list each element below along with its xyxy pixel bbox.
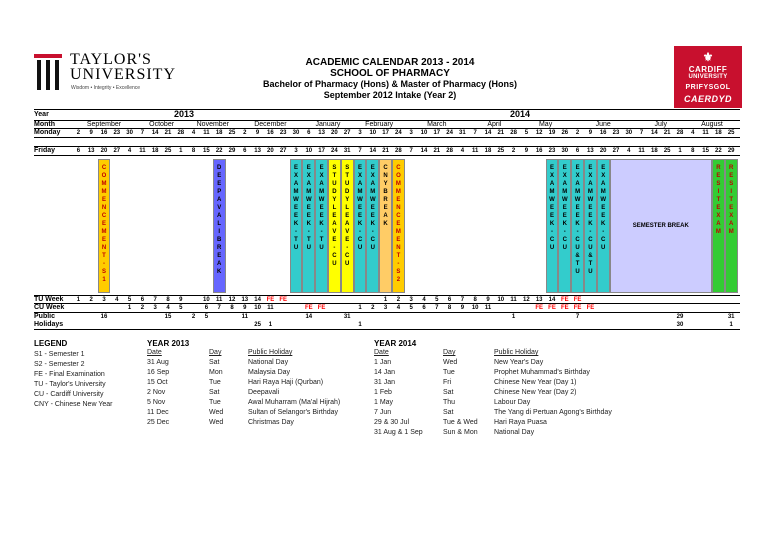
- friday-date-cell: 3: [294, 148, 298, 154]
- monday-date-cell: 30: [292, 130, 300, 136]
- friday-date-cell: 23: [548, 148, 556, 154]
- monday-date-cell: 2: [76, 130, 81, 136]
- friday-date-cell: 28: [446, 148, 453, 154]
- event-column-study-leave-cu: S T U D Y L E A V E - C U: [341, 159, 354, 293]
- cardiff-logo-line1: CARDIFF: [688, 65, 728, 74]
- y2013-day-header: Day: [209, 349, 222, 356]
- month-header-july: July: [654, 121, 667, 128]
- y2014-holiday-date: 31 Aug & 1 Sep: [374, 429, 423, 436]
- y2014-holiday-day: Tue & Wed: [443, 419, 478, 426]
- cu-week-cell: 7: [435, 305, 439, 311]
- monday-date-cell: 24: [395, 130, 402, 136]
- friday-date-cell: 4: [460, 148, 465, 154]
- monday-date-cell: 14: [484, 130, 492, 136]
- tu-week-cell: FE: [573, 297, 582, 303]
- event-column-semester-break: SEMESTER BREAK: [610, 159, 712, 293]
- intake-name: September 2012 Intake (Year 2): [323, 90, 457, 100]
- cu-week-cell: 7: [217, 305, 221, 311]
- monday-date-cell: 23: [279, 130, 287, 136]
- tu-week-cell: 7: [153, 297, 157, 303]
- year-2013-label: 2013: [174, 109, 195, 119]
- calendar-title: ACADEMIC CALENDAR 2013 - 2014: [305, 57, 475, 68]
- monday-date-cell: 18: [215, 130, 223, 136]
- friday-date-cell: 6: [575, 148, 580, 154]
- friday-date-cell: 9: [524, 148, 529, 154]
- tu-week-cell: 9: [486, 297, 490, 303]
- public-holiday-cell: 5: [204, 314, 209, 320]
- tu-week-cell: 12: [523, 297, 530, 303]
- public-holiday-cell: 15: [164, 314, 172, 320]
- y2013-holiday-header: Public Holiday: [248, 349, 293, 356]
- monday-date-cell: 16: [599, 130, 607, 136]
- public-holiday-cell: 11: [241, 314, 248, 320]
- tu-week-cell: 7: [460, 297, 465, 303]
- cu-week-cell: 6: [422, 305, 426, 311]
- y2013-holiday-holiday: Hari Raya Haji (Qurban): [248, 379, 324, 386]
- tu-week-cell: 2: [396, 297, 401, 303]
- friday-date-cell: 27: [612, 148, 620, 154]
- y2013-holiday-date: 16 Sep: [147, 369, 170, 376]
- y2014-holiday-date: 1 May: [374, 399, 394, 406]
- friday-date-cell: 6: [243, 148, 247, 154]
- monday-date-cell: 3: [409, 130, 413, 136]
- legend-item: FE - Final Examination: [34, 371, 105, 378]
- monday-date-cell: 21: [497, 130, 505, 136]
- taylors-crest-icon: [34, 54, 62, 90]
- friday-date-cell: 15: [702, 148, 709, 154]
- cu-week-cell: 10: [254, 305, 261, 311]
- y2013-holiday-holiday: Sultan of Selangor's Birthday: [248, 409, 339, 416]
- month-header-february: February: [365, 121, 394, 128]
- public-holiday-cell: 1: [358, 322, 362, 328]
- tu-week-cell: 14: [254, 297, 261, 303]
- y2014-holiday-day: Sat: [443, 389, 454, 396]
- friday-date-cell: 4: [627, 148, 631, 154]
- tu-week-cell: 5: [435, 297, 439, 303]
- public-holiday-cell: 16: [100, 314, 108, 320]
- y2013-date-header: Date: [147, 349, 162, 356]
- public-holiday-cell: 25: [254, 322, 261, 328]
- friday-date-cell: 30: [561, 148, 569, 154]
- cu-week-cell: 1: [127, 305, 132, 311]
- cu-week-cell: 4: [396, 305, 401, 311]
- monday-date-cell: 9: [255, 130, 260, 136]
- friday-date-cell: 14: [369, 148, 377, 154]
- y2014-holiday-day: Fri: [443, 379, 452, 386]
- monday-date-cell: 24: [446, 130, 453, 136]
- y2014-holiday-date: 1 Jan: [374, 359, 392, 366]
- friday-date-cell: 18: [651, 148, 658, 154]
- public-holiday-cell: 7: [575, 314, 580, 320]
- cu-week-cell: 9: [243, 305, 247, 311]
- cu-week-cell: FE: [317, 305, 326, 311]
- monday-date-cell: 13: [318, 130, 325, 136]
- friday-date-cell: 13: [254, 148, 261, 154]
- y2014-holiday-day: Sun & Mon: [443, 429, 478, 436]
- monday-date-cell: 28: [510, 130, 517, 136]
- y2014-holiday-holiday: Labour Day: [494, 399, 531, 406]
- y2013-holiday-holiday: Deepavali: [248, 389, 280, 396]
- event-column-deepavali-break: D E E P A V A L I B R E A K: [213, 159, 226, 293]
- monday-date-cell: 6: [307, 130, 311, 136]
- tu-week-cell: 8: [166, 297, 170, 303]
- friday-date-cell: 1: [678, 148, 682, 154]
- tu-week-cell: 6: [447, 297, 452, 303]
- public-holiday-cell: 1: [729, 322, 733, 328]
- tu-week-cell: 3: [409, 297, 413, 303]
- monday-date-cell: 11: [203, 130, 210, 136]
- y2014-holiday-date: 14 Jan: [374, 369, 396, 376]
- legend-item: TU - Taylor's University: [34, 381, 106, 388]
- y2014-holiday-holiday: Chinese New Year (Day 1): [494, 379, 577, 386]
- cu-week-cell: 5: [409, 305, 413, 311]
- event-column-exam-week-tu: E X A M W E E K - T U: [315, 159, 328, 293]
- monday-date-cell: 16: [100, 130, 108, 136]
- y2014-holiday-day: Sat: [443, 409, 454, 416]
- friday-date-cell: 20: [599, 148, 607, 154]
- tu-week-cell: FE: [266, 297, 275, 303]
- cu-week-cell: 3: [153, 305, 157, 311]
- row-label-public: Public: [34, 313, 56, 320]
- friday-date-cell: 24: [331, 148, 338, 154]
- friday-date-cell: 11: [638, 148, 645, 154]
- public-holiday-cell: 1: [511, 314, 516, 320]
- friday-date-cell: 25: [663, 148, 671, 154]
- friday-date-cell: 18: [151, 148, 159, 154]
- tu-week-cell: 1: [383, 297, 388, 303]
- cu-week-cell: 5: [179, 305, 183, 311]
- monday-date-cell: 10: [369, 130, 377, 136]
- tu-week-cell: 2: [89, 297, 93, 303]
- monday-date-cell: 25: [228, 130, 236, 136]
- monday-date-cell: 27: [343, 130, 351, 136]
- friday-date-cell: 8: [691, 148, 695, 154]
- cardiff-logo-line3: PRIFYSGOL: [685, 84, 731, 91]
- public-holiday-cell: 2: [191, 314, 196, 320]
- y2014-holiday-date: 31 Jan: [374, 379, 396, 386]
- y2013-holiday-day: Mon: [209, 369, 223, 376]
- monday-date-cell: 30: [625, 130, 633, 136]
- cu-week-cell: FE: [573, 305, 582, 311]
- monday-date-cell: 18: [715, 130, 722, 136]
- friday-date-cell: 11: [472, 148, 479, 154]
- legend-item: CU - Cardiff University: [34, 391, 104, 398]
- year-2013-heading: YEAR 2013: [147, 339, 190, 348]
- year-2014-heading: YEAR 2014: [374, 339, 417, 348]
- friday-date-cell: 29: [727, 148, 735, 154]
- friday-date-cell: 8: [191, 148, 196, 154]
- event-column-exam-week-cu-2: E X A M W E E K - C U: [597, 159, 610, 293]
- monday-date-cell: 20: [331, 130, 338, 136]
- legend-heading: LEGEND: [34, 339, 68, 348]
- monday-date-cell: 28: [177, 130, 185, 136]
- month-header-september: September: [86, 121, 122, 128]
- tu-week-cell: 5: [127, 297, 132, 303]
- cu-week-cell: 11: [267, 305, 274, 311]
- month-header-june: June: [595, 121, 611, 128]
- y2013-holiday-day: Tue: [209, 399, 221, 406]
- row-label-monday: Monday: [34, 129, 61, 136]
- monday-date-cell: 10: [420, 130, 428, 136]
- friday-date-cell: 31: [343, 148, 351, 154]
- cu-week-cell: 3: [383, 305, 388, 311]
- event-column-resit-exam: R E S I T E X A M: [712, 159, 725, 293]
- y2013-holiday-day: Sat: [209, 389, 220, 396]
- monday-date-cell: 7: [639, 130, 644, 136]
- y2013-holiday-holiday: Malaysia Day: [248, 369, 291, 376]
- taylors-wordmark-line2: UNIVERSITY: [70, 66, 176, 83]
- legend-item: CNY - Chinese New Year: [34, 401, 113, 408]
- taylors-tagline: Wisdom • Integrity • Excellence: [71, 85, 141, 91]
- y2013-holiday-holiday: Awal Muharram (Ma'al Hijrah): [248, 399, 341, 406]
- event-column-exam-week-tu: E X A M W E E K - T U: [290, 159, 303, 293]
- row-label-holidays: Holidays: [34, 321, 64, 328]
- cu-week-cell: FE: [535, 305, 544, 311]
- friday-date-cell: 28: [395, 148, 402, 154]
- tu-week-cell: 6: [140, 297, 145, 303]
- event-column-study-leave-cu: S T U D Y L E A V E - C U: [328, 159, 341, 293]
- friday-date-cell: 18: [484, 148, 492, 154]
- monday-date-cell: 11: [702, 130, 709, 136]
- month-header-april: April: [487, 121, 502, 128]
- year-2014-label: 2014: [510, 109, 531, 119]
- friday-date-cell: 14: [420, 148, 428, 154]
- monday-date-cell: 7: [473, 130, 477, 136]
- y2014-holiday-day: Thu: [443, 399, 456, 406]
- monday-date-cell: 28: [676, 130, 684, 136]
- month-header-may: May: [538, 121, 553, 128]
- y2014-holiday-date: 1 Feb: [374, 389, 392, 396]
- academic-calendar-grid: [34, 109, 740, 331]
- taylors-wordmark-line1: TAYLOR'S: [70, 51, 152, 68]
- friday-date-cell: 29: [228, 148, 236, 154]
- event-column-exam-week-cu-tu: E X A M W E E K - C U & T U: [571, 159, 584, 293]
- tu-week-cell: FE: [279, 297, 288, 303]
- y2013-holiday-date: 25 Dec: [147, 419, 170, 426]
- cu-week-cell: FE: [560, 305, 569, 311]
- monday-date-cell: 25: [727, 130, 735, 136]
- y2014-day-header: Day: [443, 349, 456, 356]
- monday-date-cell: 2: [243, 130, 247, 136]
- month-header-march: March: [427, 121, 447, 128]
- event-column-commencement-s2: C O M M E N C E M E N T - S 2: [392, 159, 405, 293]
- friday-date-cell: 27: [279, 148, 287, 154]
- y2013-holiday-date: 31 Aug: [147, 359, 169, 366]
- cu-week-cell: 10: [471, 305, 479, 311]
- row-label-month: Month: [34, 121, 55, 128]
- friday-date-cell: 22: [715, 148, 722, 154]
- friday-date-cell: 20: [100, 148, 108, 154]
- y2014-holiday-day: Tue: [443, 369, 455, 376]
- y2014-holiday-day: Wed: [443, 359, 458, 366]
- event-column-commencement-s1: C O M M E N C E M E N T - S 1: [98, 159, 111, 293]
- friday-date-cell: 2: [511, 148, 516, 154]
- school-name: SCHOOL OF PHARMACY: [330, 68, 450, 79]
- month-header-august: August: [701, 121, 723, 128]
- legend-item: S1 - Semester 1: [34, 351, 85, 358]
- friday-date-cell: 1: [179, 148, 183, 154]
- cu-week-cell: FE: [548, 305, 556, 311]
- cu-week-cell: 8: [447, 305, 452, 311]
- public-holiday-cell: 1: [268, 322, 273, 328]
- friday-date-cell: 6: [76, 148, 81, 154]
- event-column-cny-break: C N Y B R E A K: [379, 159, 392, 293]
- programme-name: Bachelor of Pharmacy (Hons) & Master of Pharmacy (Hons): [262, 79, 518, 89]
- public-holiday-cell: 14: [305, 314, 313, 320]
- friday-date-cell: 17: [318, 148, 325, 154]
- monday-date-cell: 9: [588, 130, 593, 136]
- event-column-exam-week-cu-2: E X A M W E E K - C U: [558, 159, 571, 293]
- y2013-holiday-day: Tue: [209, 379, 221, 386]
- cu-week-cell: 6: [204, 305, 209, 311]
- y2013-holiday-holiday: Christmas Day: [248, 419, 294, 426]
- y2014-holiday-holiday: Chinese New Year (Day 2): [494, 389, 577, 396]
- month-header-november: November: [196, 121, 229, 128]
- tu-week-cell: 9: [179, 297, 183, 303]
- y2014-holiday-header: Public Holiday: [494, 349, 539, 356]
- row-label-tu-week: TU Week: [34, 296, 64, 303]
- cardiff-logo-line2: UNIVERSITY: [688, 74, 728, 80]
- monday-date-cell: 23: [113, 130, 121, 136]
- friday-date-cell: 21: [382, 148, 389, 154]
- tu-week-cell: 10: [497, 297, 505, 303]
- monday-date-cell: 16: [267, 130, 274, 136]
- monday-date-cell: 5: [524, 130, 529, 136]
- monday-date-cell: 4: [691, 130, 695, 136]
- event-column-exam-week-cu-tu: E X A M W E E K - C U & T U: [584, 159, 597, 293]
- public-holiday-cell: 31: [727, 314, 735, 320]
- friday-date-cell: 21: [433, 148, 441, 154]
- friday-date-cell: 25: [497, 148, 505, 154]
- event-column-resit-exam: R E S I T E X A M: [725, 159, 738, 293]
- tu-week-cell: 10: [203, 297, 210, 303]
- friday-date-cell: 15: [203, 148, 210, 154]
- row-label-year: Year: [34, 111, 49, 118]
- public-holiday-cell: 29: [676, 314, 684, 320]
- monday-date-cell: 2: [575, 130, 580, 136]
- y2014-date-header: Date: [374, 349, 389, 356]
- event-column-exam-week-cu-2: E X A M W E E K - C U: [546, 159, 559, 293]
- y2014-holiday-date: 29 & 30 Jul: [374, 419, 410, 426]
- tu-week-cell: 3: [102, 297, 106, 303]
- monday-date-cell: 21: [164, 130, 172, 136]
- y2013-holiday-day: Wed: [209, 409, 224, 416]
- monday-date-cell: 21: [663, 130, 671, 136]
- y2013-holiday-holiday: National Day: [248, 359, 289, 366]
- monday-date-cell: 17: [433, 130, 441, 136]
- monday-date-cell: 7: [140, 130, 145, 136]
- cu-week-cell: 1: [358, 305, 362, 311]
- monday-date-cell: 9: [89, 130, 93, 136]
- y2013-holiday-date: 15 Oct: [147, 379, 168, 386]
- tu-week-cell: FE: [560, 297, 569, 303]
- monday-date-cell: 31: [459, 130, 466, 136]
- cardiff-university-logo: [674, 46, 742, 108]
- friday-date-cell: 7: [358, 148, 362, 154]
- tu-week-cell: 14: [548, 297, 556, 303]
- monday-date-cell: 12: [535, 130, 543, 136]
- monday-date-cell: 14: [651, 130, 658, 136]
- tu-week-cell: 4: [422, 297, 426, 303]
- tu-week-cell: 4: [115, 297, 119, 303]
- friday-date-cell: 25: [164, 148, 172, 154]
- friday-date-cell: 7: [409, 148, 413, 154]
- cu-week-cell: 2: [140, 305, 145, 311]
- friday-date-cell: 20: [267, 148, 274, 154]
- cardiff-logo-line4: CAERDYD: [683, 94, 732, 104]
- taylors-university-logo: [34, 50, 174, 96]
- y2013-holiday-date: 11 Dec: [147, 409, 169, 416]
- event-column-exam-week-tu: E X A M W E E K - T U: [302, 159, 315, 293]
- event-column-exam-week-cu: E X A M W E E K - C U: [354, 159, 367, 293]
- monday-date-cell: 14: [151, 130, 159, 136]
- cu-week-cell: 8: [230, 305, 234, 311]
- row-label-cu-week: CU Week: [34, 304, 65, 311]
- tu-week-cell: 11: [216, 297, 223, 303]
- cu-week-cell: 2: [371, 305, 375, 311]
- monday-date-cell: 23: [612, 130, 620, 136]
- y2013-holiday-day: Wed: [209, 419, 224, 426]
- friday-date-cell: 27: [113, 148, 121, 154]
- y2013-holiday-date: 2 Nov: [147, 389, 166, 396]
- monday-date-cell: 3: [358, 130, 362, 136]
- monday-date-cell: 17: [382, 130, 389, 136]
- cardiff-dragon-icon: ⚜: [702, 50, 714, 64]
- public-holiday-cell: 31: [343, 314, 351, 320]
- legend-item: S2 - Semester 2: [34, 361, 85, 368]
- month-header-october: October: [149, 121, 175, 128]
- monday-date-cell: 19: [548, 130, 556, 136]
- tu-week-cell: 8: [473, 297, 477, 303]
- month-header-january: January: [315, 121, 341, 128]
- tu-week-cell: 12: [228, 297, 236, 303]
- tu-week-cell: 1: [76, 297, 81, 303]
- friday-date-cell: 13: [587, 148, 594, 154]
- cu-week-cell: 4: [166, 305, 170, 311]
- y2013-holiday-date: 5 Nov: [147, 399, 166, 406]
- y2014-holiday-date: 7 Jun: [374, 409, 392, 416]
- y2014-holiday-holiday: National Day: [494, 429, 535, 436]
- month-header-december: December: [254, 121, 287, 128]
- friday-date-cell: 11: [139, 148, 146, 154]
- tu-week-cell: 13: [535, 297, 543, 303]
- y2013-holiday-day: Sat: [209, 359, 220, 366]
- cu-week-cell: 11: [484, 305, 492, 311]
- y2014-holiday-holiday: Prophet Muhammad's Birthday: [494, 369, 590, 376]
- friday-date-cell: 22: [215, 148, 223, 154]
- y2014-holiday-holiday: New Year's Day: [494, 359, 544, 366]
- friday-date-cell: 13: [87, 148, 95, 154]
- friday-date-cell: 16: [535, 148, 543, 154]
- y2014-holiday-holiday: Hari Raya Puasa: [494, 419, 547, 426]
- row-label-friday: Friday: [34, 147, 56, 154]
- event-column-exam-week-cu: E X A M W E E K - C U: [366, 159, 379, 293]
- monday-date-cell: 30: [126, 130, 133, 136]
- cu-week-cell: FE: [304, 305, 313, 311]
- cu-week-cell: FE: [586, 305, 595, 311]
- tu-week-cell: 11: [510, 297, 517, 303]
- monday-date-cell: 26: [561, 130, 569, 136]
- tu-week-cell: 13: [241, 297, 249, 303]
- y2014-holiday-holiday: The Yang di Pertuan Agong's Birthday: [494, 409, 612, 416]
- monday-date-cell: 4: [191, 130, 196, 136]
- cu-week-cell: 9: [460, 305, 465, 311]
- public-holiday-cell: 30: [676, 322, 684, 328]
- friday-date-cell: 10: [305, 148, 313, 154]
- friday-date-cell: 4: [127, 148, 132, 154]
